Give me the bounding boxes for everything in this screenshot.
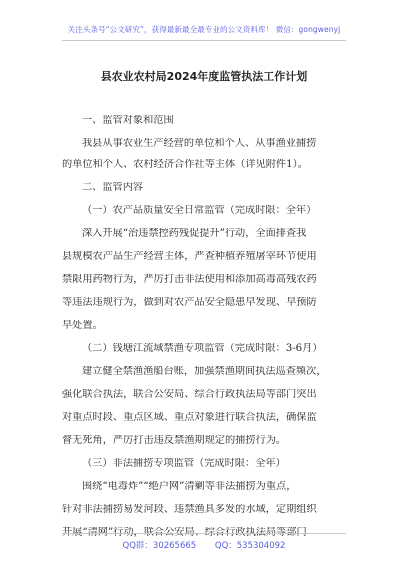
header-promo-note: 关注头条号“公文研究”，获得最新最全最专业的公文资料库！ 微信：gongwenyj: [67, 25, 341, 34]
paragraph-line: 的单位和个人、农村经济合作社等主体（详见附件1）。: [62, 159, 308, 170]
paragraph-line: 围绕“电毒炸”“绝户网”清剿等非法捕捞为重点，: [82, 481, 297, 492]
paragraph-line: 等违法违规行为，做到对农产品安全隐患早发现、早预防: [62, 297, 317, 308]
footer-divider: [62, 533, 346, 534]
subsection-heading-3: （三）非法捕捞专项监管（完成时限：全年）: [82, 458, 286, 469]
paragraph-line: 强化联合执法，联合公安局、综合行政执法局等部门突出: [62, 389, 317, 400]
paragraph-line: 我县从事农业生产经营的单位和个人、从事渔业捕捞: [82, 138, 317, 149]
paragraph-line: 县规模农产品生产经营主体，严查种植养殖屠宰环节使用: [62, 251, 317, 262]
paragraph-line: 督无死角，严厉打击违反禁渔期规定的捕捞行为。: [62, 435, 287, 446]
document-title: 县农业农村局2024年度监管执法工作计划: [100, 70, 308, 83]
paragraph-line: 禁限用药物行为，严厉打击非法使用和添加高毒高残农药: [62, 274, 317, 285]
section-heading-2: 二、监管内容: [82, 182, 144, 193]
paragraph-line: 早处置。: [62, 320, 103, 331]
paragraph-line: 对重点时段、重点区域、重点对象进行联合执法，确保监: [62, 412, 317, 423]
paragraph-line: 建立健全禁渔渔船台账，加强禁渔期间执法巡查频次，: [82, 366, 327, 377]
subsection-heading-1: （一）农产品质量安全日常监管（完成时限：全年）: [82, 205, 317, 216]
subsection-heading-2: （二）钱塘江流域禁渔专项监管（完成时限：3-6月）: [82, 343, 323, 354]
footer-qq: QQ：535304092: [214, 541, 286, 551]
footer-qq-group: QQ群：30265665: [122, 541, 197, 551]
section-heading-1: 一、监管对象和范围: [82, 115, 174, 126]
footer-contact: [0, 539, 408, 551]
paragraph-line: 针对非法捕捞易发河段、违禁渔具多发的水域，定期组织: [62, 504, 317, 515]
paragraph-line: 深入开展“治违禁控药残促提升”行动，全面排查我: [82, 228, 307, 239]
header-divider: [62, 40, 346, 41]
